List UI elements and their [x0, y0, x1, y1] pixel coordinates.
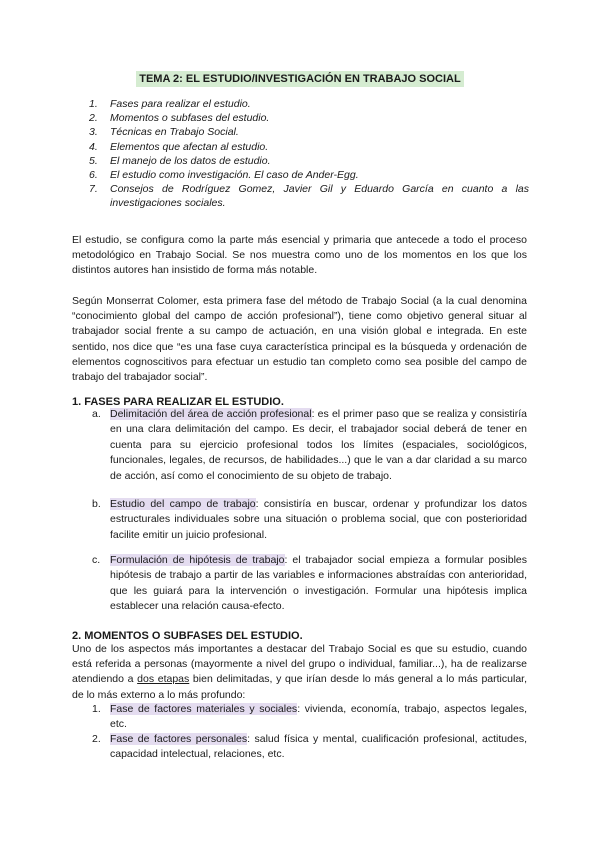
toc-item — [89, 125, 529, 139]
document-title: TEMA 2: EL ESTUDIO/INVESTIGACIÓN EN TRABAJO SOCIAL — [136, 71, 463, 87]
item-text: : vivienda, economía, trabajo, aspectos legales, etc. — [110, 703, 528, 731]
toc-text: Consejos de Rodríguez Gomez, Javier Gil y Eduardo García en cuanto a las investigaciones sociales. — [110, 183, 529, 210]
highlighted-term: Fase de factores personales — [110, 733, 248, 745]
toc-item — [89, 97, 529, 111]
paragraph-text: bien delimitadas, y que irían desde lo más general a lo más particular, de lo más externo a lo más profundo: — [72, 673, 527, 701]
item-label: 2. — [92, 733, 101, 745]
phase-item-a — [92, 407, 527, 484]
item-label: 1. — [92, 703, 101, 715]
intro-paragraph: El estudio, se configura como la parte más esencial y primaria que antecede a todo el proceso metodológico en Trabajo Social. Se nos muestra como uno de los momentos en los que los distintos autores han insistido de forma más notable. — [72, 234, 527, 277]
toc-number: 1. — [89, 98, 98, 110]
item-text: : salud física y mental, cualificación profesional, actitudes, capacidad intelectual, relaciones, etc. — [110, 733, 527, 761]
toc-text: Elementos que afectan al estudio. — [110, 140, 269, 153]
toc-text: Técnicas en Trabajo Social. — [110, 126, 239, 139]
highlighted-term: Delimitación del área de acción profesional — [110, 408, 312, 420]
item-label: c. — [92, 554, 101, 566]
list-item — [92, 702, 527, 732]
paragraph-text: Uno de los aspectos más importantes a destacar del Trabajo Social es que su estudio, cuando está referida a personas (mayormente a nivel del grupo o individual, familiar...), ha de realizarse atendiendo a — [72, 643, 527, 686]
toc-number: 5. — [89, 154, 98, 167]
toc-item — [89, 182, 529, 210]
toc-item — [89, 154, 529, 168]
toc-item — [89, 168, 529, 182]
item-label: a. — [92, 408, 101, 420]
toc-text: Momentos o subfases del estudio. — [110, 112, 270, 125]
list-item — [92, 732, 527, 762]
highlighted-term: Estudio del campo de trabajo — [110, 498, 256, 510]
toc-item — [89, 140, 529, 154]
item-text: : es el primer paso que se realiza y consistiría en una clara delimitación del campo. Es decir, el trabajador social deberá de tener en cuenta para su ejercicio profesional todos los límites (espaciales, sociológicos, funcionales, legales, de recursos, de habilidades...) que le van a dar claridad a su marco de acción, así como el conocimiento de su objeto de trabajo. — [110, 408, 528, 482]
toc-text: El estudio como investigación. El caso de Ander-Egg. — [110, 169, 359, 182]
toc-number: 3. — [89, 126, 98, 139]
list-item — [92, 497, 527, 543]
toc-number: 7. — [89, 183, 98, 196]
toc-number: 2. — [89, 112, 98, 125]
highlighted-term: Formulación de hipótesis de trabajo — [110, 554, 285, 566]
underlined-text: dos etapas — [137, 673, 190, 686]
colomer-paragraph: Según Monserrat Colomer, esta primera fase del método de Trabajo Social (a la cual denomina “conocimiento global del campo de acción profesional”), tiene como objetivo general situar al trabajador social frente a su campo de actuación, en una visión global e integrada. En este sentido, nos dice que “es una fase cuya característica principal es la búsqueda y ordenación de elementos cognoscitivos para efectuar un estudio tan completo como sea posible del campo de trabajo del trabajador social”. — [72, 295, 527, 384]
toc-item — [89, 111, 529, 125]
highlighted-term: Fase de factores materiales y sociales — [110, 703, 298, 715]
list-item — [92, 407, 527, 484]
section-2-heading: 2. MOMENTOS O SUBFASES DEL ESTUDIO. — [72, 630, 303, 642]
item-text: : consistiría en buscar, ordenar y profundizar los datos estructurales individuales sobre una situación o problema social, que con posterioridad facilite emitir un juicio profesional. — [110, 498, 527, 541]
section-2-paragraph — [72, 642, 527, 703]
subphase-item-2 — [92, 732, 527, 762]
list-item — [92, 553, 527, 615]
subphase-item-1 — [92, 702, 527, 732]
title-container — [0, 69, 600, 87]
toc-text: Fases para realizar el estudio. — [110, 98, 251, 110]
item-label: b. — [92, 498, 101, 510]
section-1-heading: 1. FASES PARA REALIZAR EL ESTUDIO. — [72, 396, 284, 408]
table-of-contents — [89, 97, 529, 211]
phase-item-c — [92, 553, 527, 615]
toc-number: 6. — [89, 169, 98, 182]
item-text: : el trabajador social empieza a formular posibles hipótesis de trabajo a partir de las variables e informaciones abstraídas con anterioridad, que les guiará para la intervención o investigación. Formular una hipótesis implica establecer una relación causa-efecto. — [110, 554, 527, 613]
toc-text: El manejo de los datos de estudio. — [110, 154, 271, 167]
phase-item-b — [92, 497, 527, 543]
toc-number: 4. — [89, 140, 98, 153]
